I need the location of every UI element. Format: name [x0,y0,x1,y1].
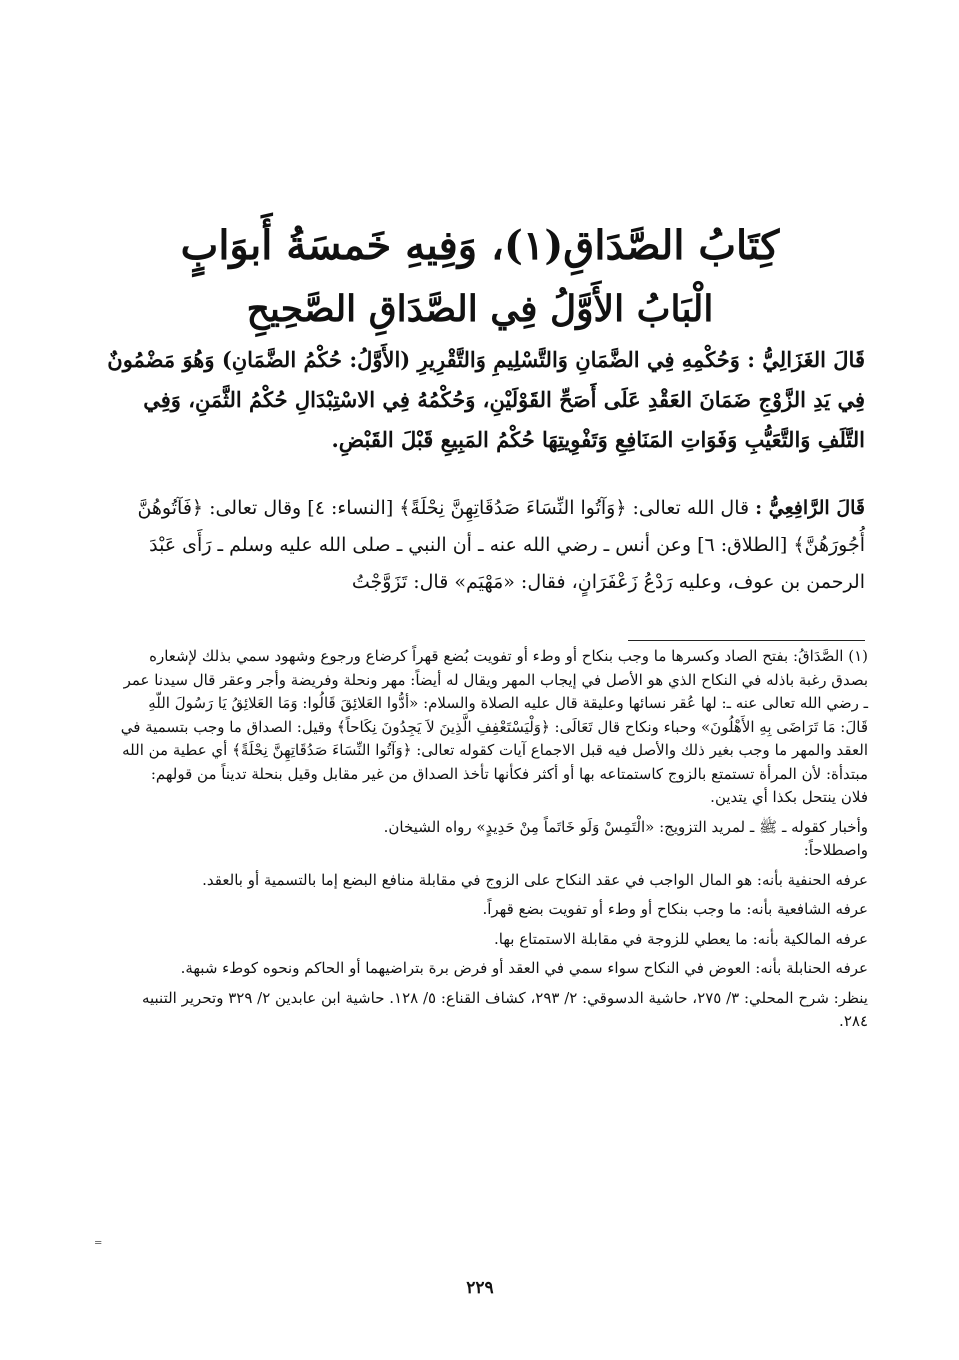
chapter-title: الْبَابُ الأَوَّلُ فِي الصَّدَاقِ الصَّحِيحِ [246,288,714,330]
footnote-divider [628,640,865,641]
rafii-paragraph [107,490,865,601]
rafii-speaker: قَالَ الرَّافِعِيُّ : [755,497,865,519]
footnote-line: ينظر: شرح المحلي: ٣/ ٢٧٥، حاشية الدسوقي: ٢/ ٢٩٣، كشاف القناع: ٥/ ١٢٨. حاشية ابن عابدين ٢/ ٣٢٩ وتحرير التنبيه ٢٨٤. [141,988,868,1030]
footnote-marker: (١) [848,647,868,665]
page-number: ٢٢٩ [466,1278,494,1298]
footnote-line: عرفه المالكية بأنه: ما يعطي للزوجة في مقابلة الاستمتاع بها. [494,929,868,948]
footnote-line [120,645,868,810]
rafii-text: قال الله تعالى: ﴿وَآتُوا النِّسَاءَ صَدُقَاتِهِنَّ نِحْلَةً﴾ [النساء: ٤] وقال تعالى: ﴿فَآتُوهُنَّ أُجُورَهُنَّ﴾ [الطلاق: ٦] وعن أنس ـ رضي الله عنه ـ أن النبي ـ صلى الله عليه وسلم ـ رَأَى عَبْدَ الرحمن بن عوف، وعليه رَدْعُ زَعْفَرَانٍ، فقال: «مَهْيَم» قال: تَزَوَّجْتُ [137,497,865,593]
ghazali-paragraph [107,340,865,460]
book-title: كِتَابُ الصَّدَاقِ(١)، وَفِيهِ خَمسَةُ أَبوَابٍ [180,222,780,269]
footnote-line: عرفه الحنفية بأنه: هو المال الواجب في عقد النكاح على الزوج في مقابلة منافع البضع إما بالتسمية أو بالعقد. [202,870,868,889]
ghazali-speaker: قَالَ الغَزَالِيُّ : [747,347,865,372]
footnote-line: واصطلاحاً: [803,841,868,859]
footnote-line: وأخبار كقوله ـ ﷺ ـ لمريد التزويج: «الْتَمِسْ وَلَو خَاتَماً مِنْ حَدِيدٍ» رواه الشيخان. [383,817,868,836]
margin-mark: = [94,1238,103,1249]
footnote-line: عرفه الشافعية بأنه: ما وجب بنكاح أو وطء أو تفويت بضع قهراً. [482,900,868,918]
ghazali-text: وَحُكْمِهِ فِي الضَّمَانِ وَالتَّسْلِيمِ وَالتَّقْرِيرِ (الأَوَّلُ: حُكْمُ الضَّمَانِ) وَهُوَ مَضْمُونٌ فِي يَدِ الزَّوْجِ ضَمَانَ العَقْدِ عَلَى أَصَحِّ القَوْلَيْنِ، وَحُكْمُهُ فِي الاسْتِبْدَالِ حُكْمُ الثَّمَنِ، وَفِي التَّلَفِ وَالتَّعَيُّبِ وَفَوَاتِ المَنَافِعِ وَتَفْوِيتِهَا حُكْمُ المَبِيعِ قَبْلَ القَبْضِ. [107,347,865,452]
footnote-line: عرفه الحنابلة بأنه: العوض في النكاح سواء سمي في العقد أو فرض برة بتراضيهما أو الحاكم ونحوه كوطء شبهة. [180,959,868,977]
footnote-text: الصَّدَاقُ: بفتح الصاد وكسرها ما وجب بنكاح أو وطء أو تفويت بُضع قهراً كرضاع ورجوع وشهود سمي بذلك لإشعاره بصدق رغبة باذله في النكاح الذي هو الأصل في إيجاب المهر ويقال له أيضاً: مهر ونحلة وفريضة وأجر وعقر قال سيدنا عمر ـ رضي الله تعالى عنه ـ: لها عُقر نسائها وعليقة قال عليه الصلاة والسلام: «أدُّوا العَلائِقَ قَالُوا: وَمَا العَلائِقُ يَا رَسُولَ اللّهِ قَالَ: مَا تَرَاضَى بِهِ الأَهْلُونَ» وحباء ونكاح قال تَعَالَى: ﴿وَلْيَسْتَعْفِفِ الَّذِينَ لاَ يَجِدُونَ نِكَاحاً﴾ وقيل: الصداق ما وجب بتسمية في العقد والمهر ما وجب بغير ذلك والأصل فيه قبل الاجماع آيات كقوله تعالى: ﴿وَآتُوا النِّسَاءَ صَدُقَاتِهِنَّ نِحْلَةً﴾ أي عطية من الله مبتدأة: لأن المرأة تستمتع بالزوج كاستمتاعه بها أو أكثر فكأنها تأخذ الصداق من غير مقابل وقيل بنحلة تديناً من قولهم: فلان ينتحل بكذا أي يتدين. [120,647,868,806]
footnote-block [120,645,868,1034]
